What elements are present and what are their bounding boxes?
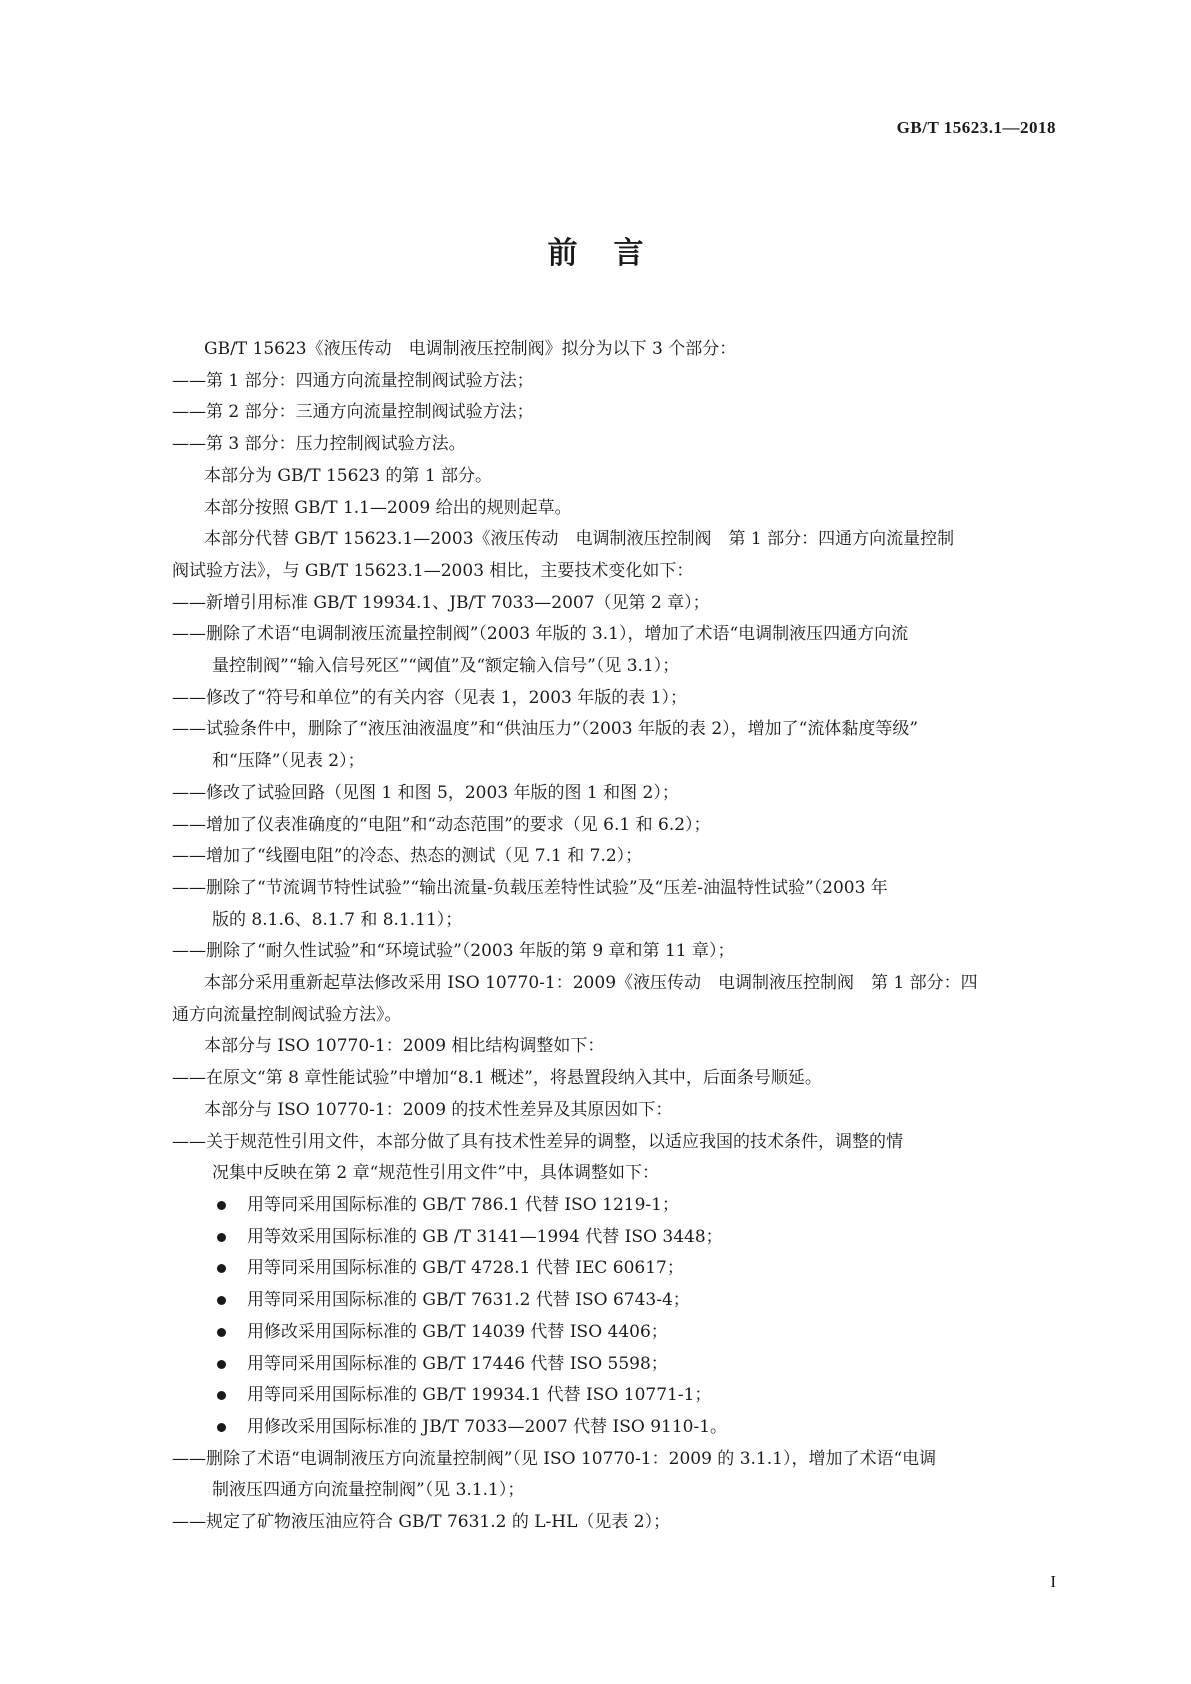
paragraph-replaces: 本部分代替 GB/T 15623.1—2003《液压传动 电调制液压控制阀 第 1 部分：四通方向流量控制 [204, 529, 955, 550]
paragraph-technical-differences: 本部分与 ISO 10770-1：2009 的技术性差异及其原因如下： [204, 1099, 673, 1120]
bullet-icon [217, 1233, 226, 1242]
part-item: ——第 2 部分：三通方向流量控制阀试验方法； [172, 402, 534, 423]
paragraph-intro: GB/T 15623《液压传动 电调制液压控制阀》拟分为以下 3 个部分： [204, 339, 737, 359]
paragraph-replaces-cont: 阀试验方法》，与 GB/T 15623.1—2003 相比，主要技术变化如下： [172, 560, 694, 581]
bullet-item: 用等同采用国际标准的 GB/T 786.1 代替 ISO 1219-1； [172, 1190, 1057, 1222]
part-item: ——第 1 部分：四通方向流量控制阀试验方法； [172, 370, 534, 391]
change-item: ——删除了术语“电调制液压流量控制阀”（2003 年版的 3.1），增加了术语“电调制液压四通方向流 [172, 624, 909, 645]
tech-difference-item-cont: 况集中反映在第 2 章“规范性引用文件”中，具体调整如下： [212, 1163, 660, 1184]
standard-code-header: GB/T 15623.1—2018 [896, 118, 1056, 137]
foreword-body [172, 334, 1057, 1539]
paragraph-part-of: 本部分为 GB/T 15623 的第 1 部分。 [204, 465, 493, 486]
bullet-item: 用等同采用国际标准的 GB/T 4728.1 代替 IEC 60617； [172, 1253, 1057, 1285]
change-item: ——修改了试验回路（见图 1 和图 5，2003 年版的图 1 和图 2）； [172, 782, 679, 803]
change-item: ——删除了“耐久性试验”和“环境试验”（2003 年版的第 9 章和第 11 章）； [172, 941, 735, 962]
bullet-item: 用修改采用国际标准的 GB/T 14039 代替 ISO 4406； [172, 1317, 1057, 1349]
bullet-icon [217, 1201, 226, 1210]
change-item: ——试验条件中，删除了“液压油液温度”和“供油压力”（2003 年版的表 2），增加了“流体黏度等级” [172, 719, 919, 740]
change-item-cont: 量控制阀”“输入信号死区”“阈值”及“额定输入信号”（见 3.1）； [212, 656, 680, 677]
bullet-icon [217, 1360, 226, 1369]
change-item: ——增加了“线圈电阻”的冷态、热态的测试（见 7.1 和 7.2）； [172, 846, 643, 867]
bullet-icon [217, 1423, 226, 1432]
tech-difference-item-cont: 制液压四通方向流量控制阀”（见 3.1.1）； [212, 1480, 525, 1501]
bullet-item: 用修改采用国际标准的 JB/T 7033—2007 代替 ISO 9110-1。 [172, 1412, 1057, 1444]
structure-item: ——在原文“第 8 章性能试验”中增加“8.1 概述”，将悬置段纳入其中，后面条号顺延。 [172, 1068, 822, 1089]
change-item: ——删除了“节流调节特性试验”“输出流量-负载压差特性试验”及“压差-油温特性试验”（2003 年 [172, 877, 888, 898]
tech-difference-item: ——规定了矿物液压油应符合 GB/T 7631.2 的 L-HL（见表 2）； [172, 1512, 671, 1533]
change-item: ——修改了“符号和单位”的有关内容（见表 1，2003 年版的表 1）； [172, 687, 687, 708]
change-item: ——增加了仪表准确度的“电阻”和“动态范围”的要求（见 6.1 和 6.2）； [172, 814, 711, 835]
bullet-item: 用等同采用国际标准的 GB/T 17446 代替 ISO 5598； [172, 1349, 1057, 1381]
bullet-item: 用等同采用国际标准的 GB/T 7631.2 代替 ISO 6743-4； [172, 1285, 1057, 1317]
page-number: I [1050, 1572, 1056, 1591]
change-item: ——新增引用标准 GB/T 19934.1、JB/T 7033—2007（见第 2 章）； [172, 592, 710, 613]
tech-difference-item: ——关于规范性引用文件，本部分做了具有技术性差异的调整，以适应我国的技术条件，调整的情 [172, 1131, 903, 1152]
bullet-icon [217, 1328, 226, 1337]
tech-difference-item: ——删除了术语“电调制液压方向流量控制阀”（见 ISO 10770-1：2009 的 3.1.1），增加了术语“电调 [172, 1448, 937, 1469]
change-item-cont: 和“压降”（见表 2）； [212, 751, 365, 772]
bullet-item: 用等效采用国际标准的 GB /T 3141—1994 代替 ISO 3448； [172, 1222, 1057, 1254]
paragraph-drafting: 本部分按照 GB/T 1.1—2009 给出的规则起草。 [204, 497, 572, 518]
paragraph-adoption: 本部分采用重新起草法修改采用 ISO 10770-1：2009《液压传动 电调制液压控制阀 第 1 部分：四 [204, 973, 978, 994]
change-item-cont: 版的 8.1.6、8.1.7 和 8.1.11）； [212, 909, 463, 930]
paragraph-structure: 本部分与 ISO 10770-1：2009 相比结构调整如下： [204, 1036, 605, 1057]
paragraph-adoption-cont: 通方向流量控制阀试验方法》。 [172, 1004, 402, 1025]
part-item: ——第 3 部分：压力控制阀试验方法。 [172, 434, 466, 455]
bullet-item: 用等同采用国际标准的 GB/T 19934.1 代替 ISO 10771-1； [172, 1380, 1057, 1412]
page-title: 前言 [547, 236, 680, 271]
